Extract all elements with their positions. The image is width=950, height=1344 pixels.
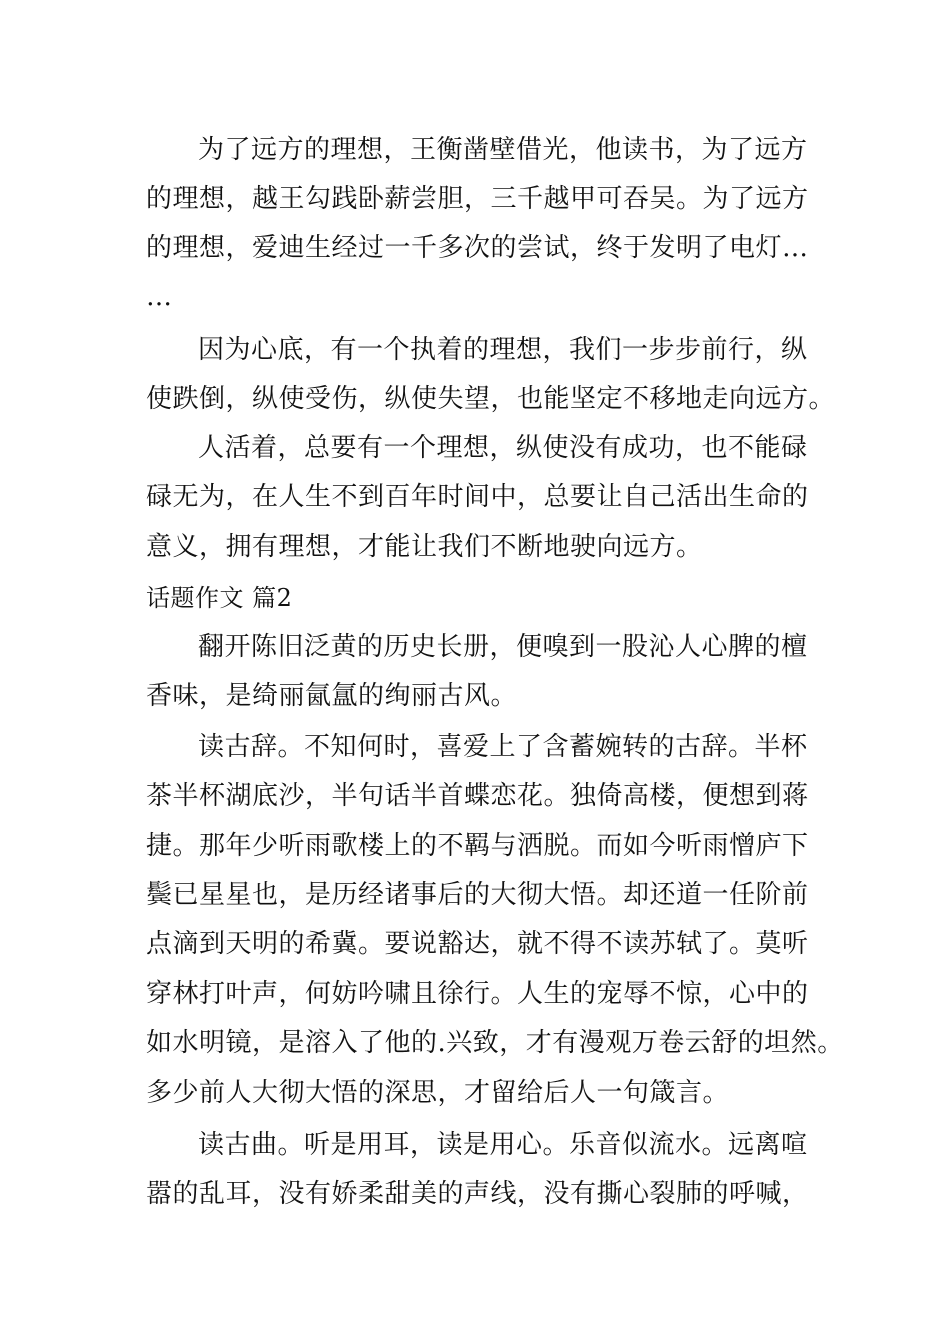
paragraph-line: 捷。那年少听雨歌楼上的不羁与洒脱。而如今听雨憎庐下 — [146, 831, 809, 861]
paragraph-line: 点滴到天明的希冀。要说豁达，就不得不读苏轼了。莫听 — [146, 929, 809, 959]
paragraph-line: 穿林打叶声，何妨吟啸且徐行。人生的宠辱不惊，心中的 — [146, 979, 809, 1009]
paragraph-line: 翻开陈旧泛黄的历史长册，便嗅到一股沁人心脾的檀 — [198, 632, 808, 662]
paragraph-line: 意义，拥有理想，才能让我们不断地驶向远方。 — [146, 532, 703, 562]
paragraph-line: 的理想，越王勾践卧薪尝胆，三千越甲可吞吴。为了远方 — [146, 184, 809, 214]
paragraph-line: 如水明镜，是溶入了他的.兴致，才有漫观万卷云舒的坦然。 — [146, 1028, 844, 1058]
paragraph-line: 香味，是绮丽氤氲的绚丽古风。 — [146, 681, 518, 711]
section-heading: 话题作文 篇2 — [146, 584, 293, 612]
paragraph-line: 读古曲。听是用耳，读是用心。乐音似流水。远离喧 — [198, 1130, 808, 1160]
paragraph-line: 因为心底，有一个执着的理想，我们一步步前行，纵 — [198, 335, 808, 365]
paragraph-line: 多少前人大彻大悟的深思，才留给后人一句箴言。 — [146, 1078, 730, 1108]
paragraph-line: 使跌倒，纵使受伤，纵使失望，也能坚定不移地走向远方。 — [146, 384, 836, 414]
paragraph-line: 茶半杯湖底沙，半句话半首蝶恋花。独倚高楼，便想到蒋 — [146, 781, 809, 811]
paragraph-line: 为了远方的理想，王衡凿壁借光，他读书，为了远方 — [198, 135, 808, 165]
paragraph-line: 读古辞。不知何时，喜爱上了含蓄婉转的古辞。半杯 — [198, 732, 808, 762]
paragraph-line: 人活着，总要有一个理想，纵使没有成功，也不能碌 — [198, 433, 808, 463]
paragraph-line: 嚣的乱耳，没有娇柔甜美的声线，没有撕心裂肺的呼喊， — [146, 1179, 809, 1209]
paragraph-line: 的理想，爱迪生经过一千多次的尝试，终于发明了电灯… — [146, 233, 809, 263]
paragraph-line: 鬓已星星也，是历经诸事后的大彻大悟。却还道一任阶前 — [146, 880, 809, 910]
paragraph-line: … — [146, 282, 173, 312]
paragraph-line: 碌无为，在人生不到百年时间中，总要让自己活出生命的 — [146, 482, 809, 512]
